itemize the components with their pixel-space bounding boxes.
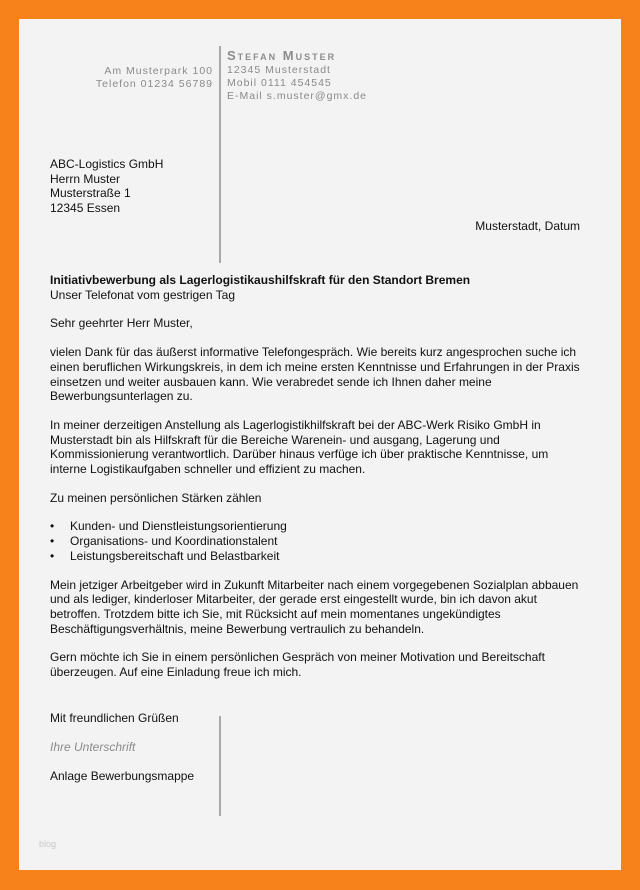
- header-divider: [219, 46, 221, 263]
- sender-city: 12345 Musterstadt: [227, 64, 331, 76]
- signature-divider: [219, 716, 221, 816]
- sender-name: Stefan Muster: [227, 48, 337, 63]
- letter-body: [50, 273, 585, 680]
- list-item: [50, 519, 585, 534]
- recipient-address: [50, 157, 163, 216]
- paragraph: Gern möchte ich Sie in einem persönlichen Gespräch von meiner Motivation und Bereitschaft überzeugen. Auf eine Einladung freue ich mich.: [50, 650, 545, 680]
- reference-line: Unser Telefonat vom gestrigen Tag: [50, 287, 235, 302]
- salutation: Sehr geehrter Herr Muster,: [50, 316, 193, 331]
- list-item: [50, 549, 585, 564]
- signature: Ihre Unterschrift: [50, 740, 136, 754]
- closing-line: Mit freundlichen Grüßen: [50, 711, 179, 725]
- recipient-company: ABC-Logistics GmbH: [50, 157, 164, 171]
- list-item-label: Leistungsbereitschaft und Belastbarkeit: [70, 548, 280, 563]
- list-item: [50, 534, 585, 549]
- watermark: blog: [39, 839, 57, 849]
- recipient-street: Musterstraße 1: [50, 186, 131, 201]
- sender-right-block: [227, 48, 367, 103]
- sender-street: Am Musterpark 100: [104, 65, 213, 77]
- bullet-icon: •: [50, 519, 55, 534]
- paragraph: vielen Dank für das äußerst informative Telefongespräch. Wie bereits kurz angesprochen suche ich einen beruflichen Wirkungskreis, in dem ich meine ersten Kenntnisse und Erfahrungen in der Praxis einsetzen und weiter ausbauen kann. Wie verabredet sende ich Ihnen daher meine Bewerbungsunterlagen zu.: [50, 345, 580, 404]
- recipient-person: Herrn Muster: [50, 171, 121, 186]
- letter-page: [19, 19, 621, 870]
- sender-email: E-Mail s.muster@gmx.de: [227, 90, 368, 102]
- recipient-city: 12345 Essen: [50, 201, 121, 216]
- strengths-list: [50, 519, 585, 563]
- bullet-icon: •: [50, 548, 55, 563]
- paragraph: In meiner derzeitigen Anstellung als Lagerlogistikhilfskraft bei der ABC-Werk Risiko GmbH in Musterstadt bin als Hilfskraft für die Bereiche Warenein- und ausgang, Lagerung und Kommissionierung verantwortlich. Darüber hinaus verfüge ich über praktische Kenntnisse, um interne Logistikaufgaben schneller und effizient zu machen.: [50, 417, 549, 477]
- subject-line: Initiativbewerbung als Lagerlogistikaushilfskraft für den Standort Bremen: [50, 273, 471, 287]
- list-item-label: Kunden- und Dienstleistungsorientierung: [70, 519, 287, 534]
- list-item-label: Organisations- und Koordinationstalent: [70, 534, 278, 549]
- date-line: Musterstadt, Datum: [475, 219, 580, 233]
- sender-left-block: [96, 65, 213, 91]
- sender-mobile: Mobil 0111 454545: [227, 77, 332, 89]
- paragraph: Zu meinen persönlichen Stärken zählen: [50, 490, 262, 505]
- sender-phone: Telefon 01234 56789: [95, 78, 213, 90]
- enclosure-line: Anlage Bewerbungsmappe: [50, 769, 195, 783]
- bullet-icon: •: [50, 534, 55, 549]
- paragraph: Mein jetziger Arbeitgeber wird in Zukunft Mitarbeiter nach einem vorgegebenen Sozialplan abbauen und als lediger, kinderloser Mitarbeiter, der gerade erst eingestellt wurde, bin ich davon akut betroffen. Trotzdem bitte ich Sie, mit Rücksicht auf mein momentanes ungekündigtes Beschäftigungsverhältnis, meine Bewerbung vertraulich zu behandeln.: [50, 577, 579, 636]
